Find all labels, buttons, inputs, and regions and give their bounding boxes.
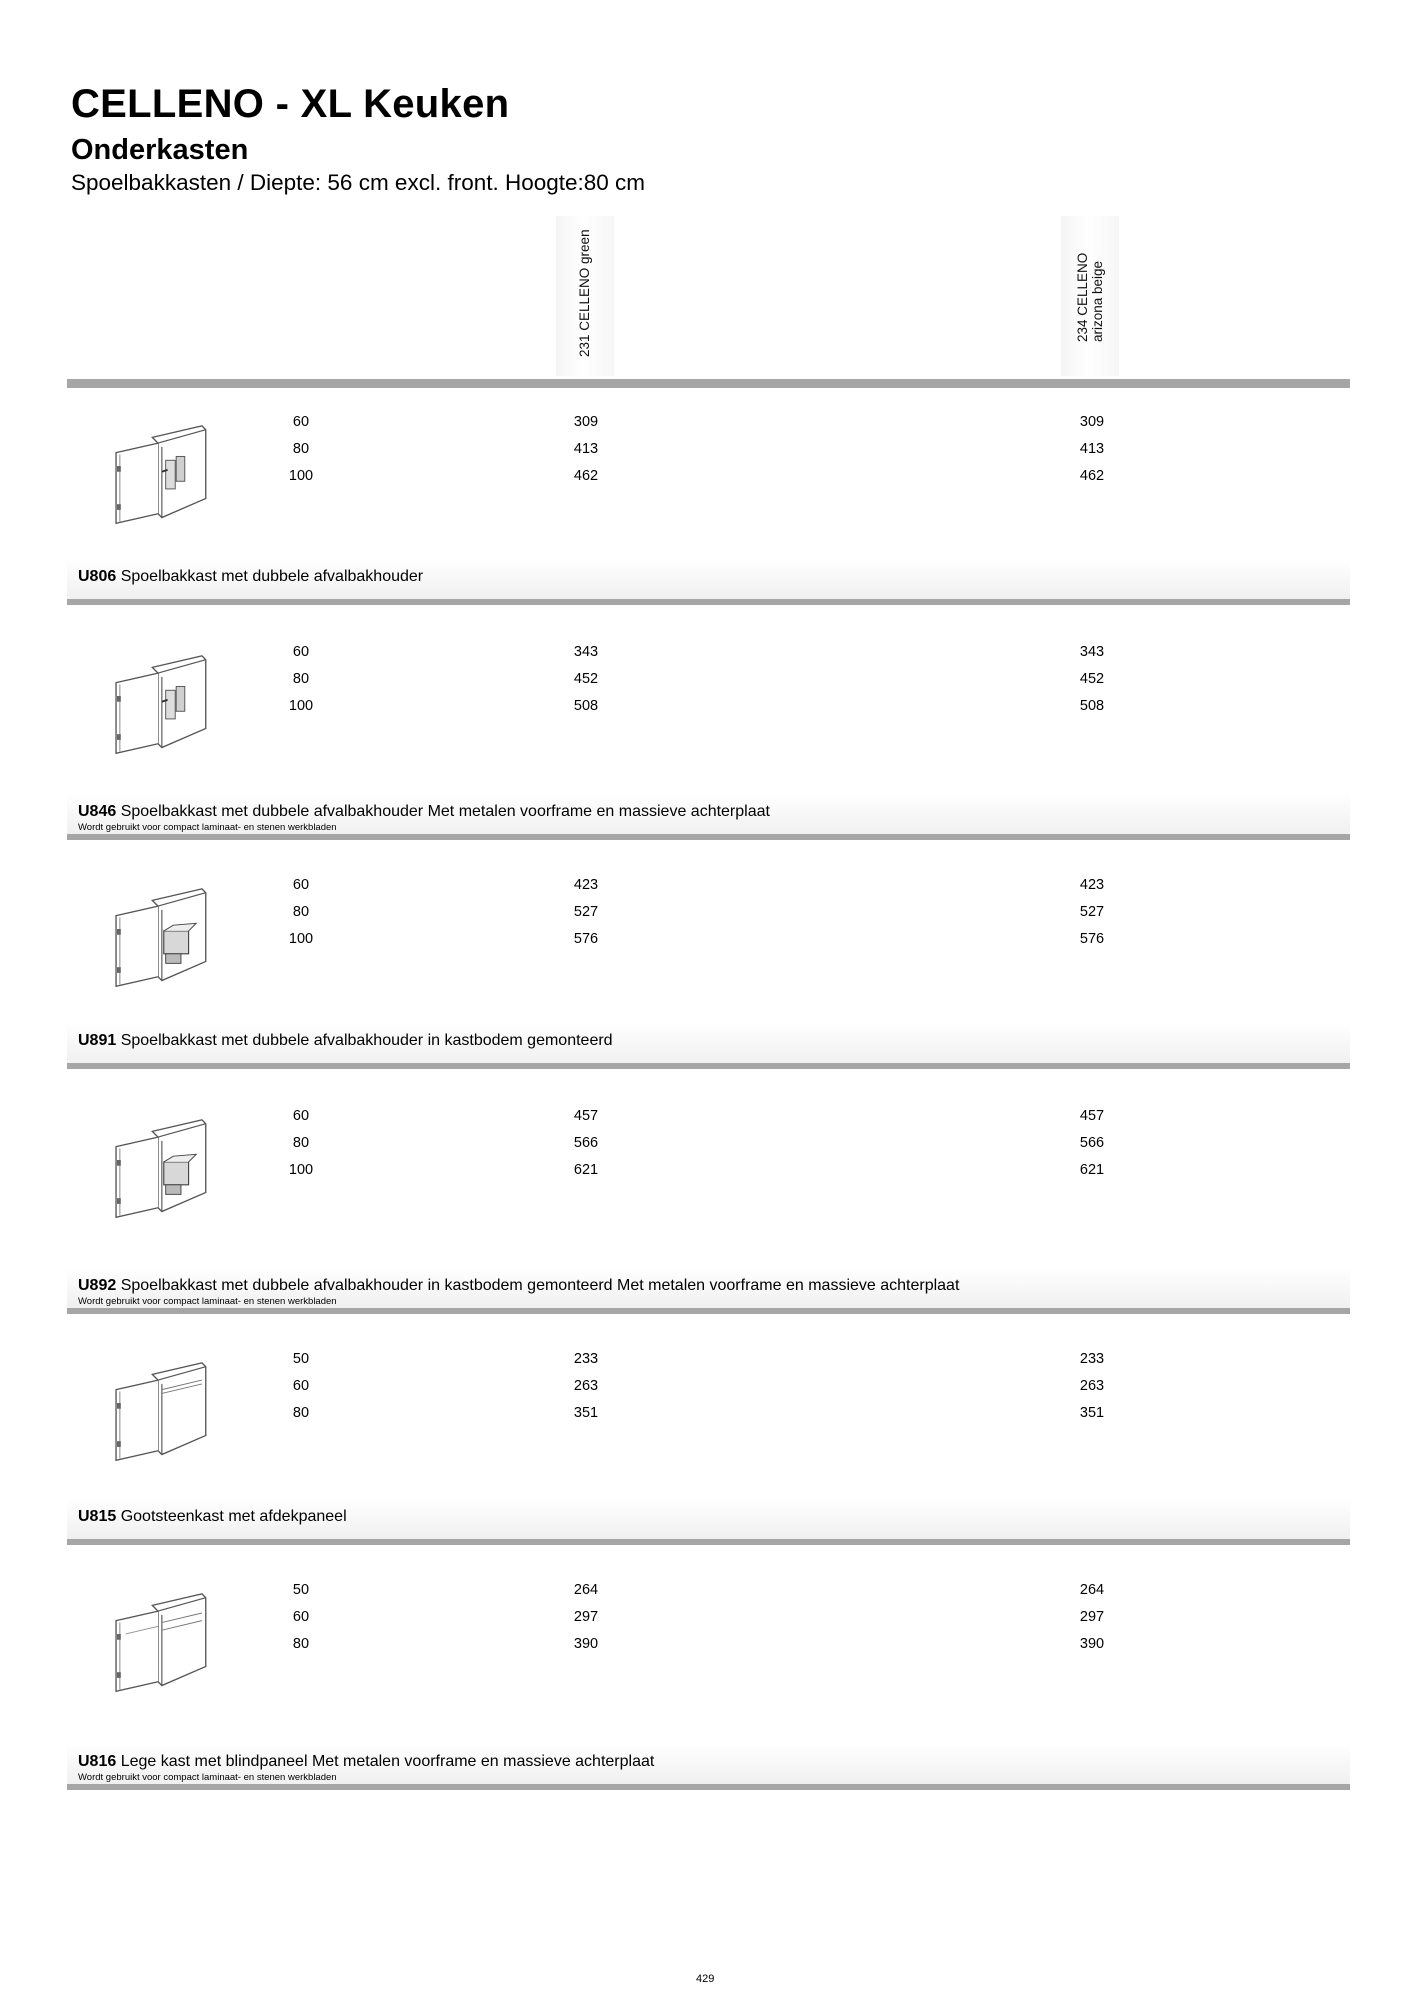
price-cell: 452 [573,671,599,687]
width-cell: 60 [292,1609,310,1625]
product-title [78,1508,347,1526]
product-section-u846 [67,614,1350,840]
width-cell: 60 [292,414,310,430]
width-cell: 60 [292,1378,310,1394]
column-header-celleno-green [556,216,614,376]
sink-cabinet-bottom-bin-icon [104,1118,214,1223]
price-cell: 576 [573,931,599,947]
page-title: CELLENO - XL Keuken [71,82,510,126]
price-cell: 462 [1079,468,1105,484]
width-cell: 50 [292,1351,310,1367]
price-cell: 527 [573,904,599,920]
product-name: Lege kast met blindpaneel Met metalen voorframe en massieve achterplaat [116,1753,655,1770]
sink-cabinet-bottom-bin-icon [104,887,214,992]
price-cell: 457 [1079,1108,1105,1124]
width-cell: 60 [292,877,310,893]
product-note: Wordt gebruikt voor compact laminaat- en stenen werkbladen [78,1772,337,1783]
price-cell: 566 [573,1135,599,1151]
product-section-u806 [67,384,1350,605]
price-cell: 462 [573,468,599,484]
width-cell: 100 [288,1162,314,1178]
price-cell: 351 [1079,1405,1105,1421]
price-cell: 423 [573,877,599,893]
product-label-band [67,1499,1350,1539]
price-cell: 413 [573,441,599,457]
product-code: U846 [78,803,117,820]
price-cell: 309 [1079,414,1105,430]
product-code: U815 [78,1508,117,1525]
price-cell: 297 [1079,1609,1105,1625]
product-section-u891 [67,847,1350,1069]
page-subtitle: Onderkasten [71,134,249,166]
page-number: 429 [696,1973,715,1985]
product-title [78,1753,654,1771]
section-divider [67,1784,1350,1790]
width-cell: 80 [292,671,310,687]
product-title [78,568,423,586]
product-code: U816 [78,1753,117,1770]
empty-cabinet-blind-panel-icon [104,1592,214,1697]
price-cell: 621 [1079,1162,1105,1178]
price-cell: 264 [573,1582,599,1598]
price-cell: 297 [573,1609,599,1625]
product-label-band [67,1023,1350,1063]
section-divider [67,1308,1350,1314]
section-divider [67,834,1350,840]
column-header-celleno-arizona-beige [1061,216,1119,376]
product-code: U806 [78,568,117,585]
price-cell: 508 [1079,698,1105,714]
product-label-band [67,1744,1350,1784]
product-label-band [67,559,1350,599]
width-cell: 60 [292,644,310,660]
price-cell: 390 [1079,1636,1105,1652]
sink-cabinet-double-bin-icon [104,654,214,759]
width-cell: 100 [288,468,314,484]
price-cell: 413 [1079,441,1105,457]
price-cell: 621 [573,1162,599,1178]
price-cell: 527 [1079,904,1105,920]
price-cell: 390 [573,1636,599,1652]
price-cell: 233 [1079,1351,1105,1367]
price-cell: 309 [573,414,599,430]
product-name: Spoelbakkast met dubbele afvalbakhouder [116,568,424,585]
width-cell: 80 [292,1405,310,1421]
column-header-label: 234 CELLENO arizona beige [1075,252,1105,342]
sink-cabinet-cover-panel-icon [104,1361,214,1466]
width-cell: 80 [292,441,310,457]
width-cell: 100 [288,698,314,714]
width-cell: 50 [292,1582,310,1598]
product-note: Wordt gebruikt voor compact laminaat- en stenen werkbladen [78,1296,337,1307]
width-cell: 80 [292,1135,310,1151]
product-title [78,1032,613,1050]
price-cell: 343 [1079,644,1105,660]
price-cell: 508 [573,698,599,714]
price-cell: 263 [1079,1378,1105,1394]
product-name: Spoelbakkast met dubbele afvalbakhouder Met metalen voorframe en massieve achterplaat [116,803,770,820]
section-divider [67,1063,1350,1069]
product-label-band [67,1268,1350,1308]
product-title [78,1277,959,1295]
price-cell: 263 [573,1378,599,1394]
price-cell: 566 [1079,1135,1105,1151]
width-cell: 100 [288,931,314,947]
product-section-u892 [67,1078,1350,1314]
column-header-label: 231 CELLENO green [577,229,592,357]
product-note: Wordt gebruikt voor compact laminaat- en stenen werkbladen [78,822,337,833]
price-cell: 452 [1079,671,1105,687]
product-code: U892 [78,1277,117,1294]
product-name: Gootsteenkast met afdekpaneel [116,1508,347,1525]
sink-cabinet-double-bin-icon [104,424,214,529]
product-section-u815 [67,1321,1350,1545]
product-label-band [67,794,1350,834]
price-cell: 423 [1079,877,1105,893]
product-code: U891 [78,1032,117,1049]
section-divider [67,599,1350,605]
width-cell: 80 [292,1636,310,1652]
product-name: Spoelbakkast met dubbele afvalbakhouder in kastbodem gemonteerd Met metalen voorframe en massieve achterplaat [116,1277,960,1294]
product-title [78,803,770,821]
price-cell: 343 [573,644,599,660]
product-name: Spoelbakkast met dubbele afvalbakhouder in kastbodem gemonteerd [116,1032,613,1049]
price-cell: 351 [573,1405,599,1421]
width-cell: 80 [292,904,310,920]
price-cell: 457 [573,1108,599,1124]
price-cell: 264 [1079,1582,1105,1598]
price-cell: 233 [573,1351,599,1367]
width-cell: 60 [292,1108,310,1124]
page-description: Spoelbakkasten / Diepte: 56 cm excl. front. Hoogte:80 cm [71,170,646,195]
product-section-u816 [67,1552,1350,1790]
section-divider [67,1539,1350,1545]
price-cell: 576 [1079,931,1105,947]
